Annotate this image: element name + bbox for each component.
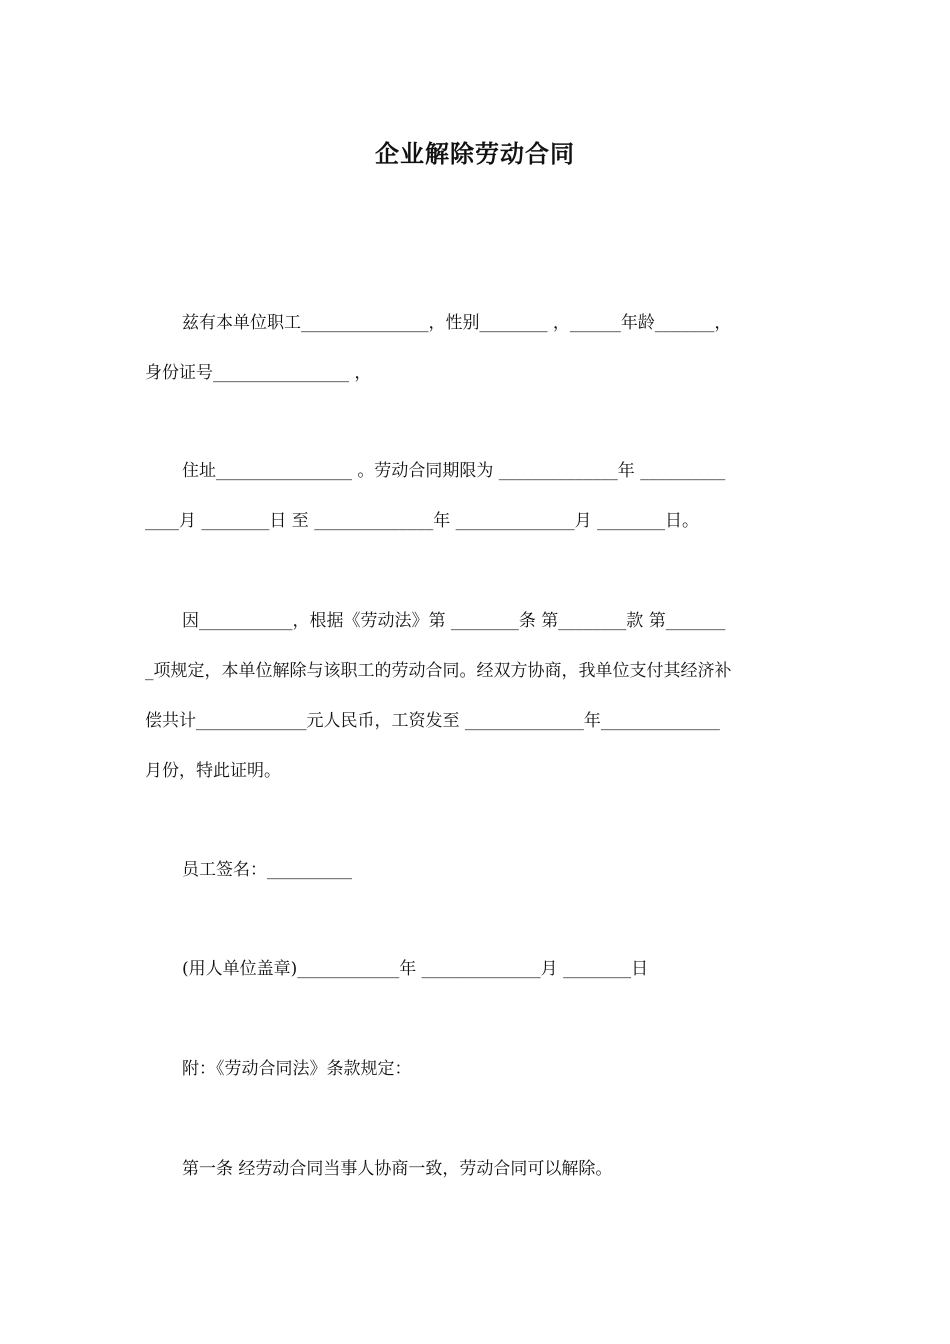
reason-fields-text: ___________，根据《劳动法》第 ________条 第________款 第_______ (199, 611, 726, 631)
paragraph-reason-line4: 月份，特此证明。 (145, 761, 281, 781)
paragraph-term-line1 (182, 459, 810, 483)
paragraph-employee-line1 (182, 311, 810, 335)
paragraph-reason-line2: _项规定，本单位解除与该职工的劳动合同。经双方协商，我单位支付其经济补 (145, 661, 732, 681)
document-title: 企业解除劳动合同 (375, 140, 575, 168)
paragraph-reason-line3: 偿共计_____________元人民币，工资发至 ______________年______________ (145, 711, 720, 731)
term-fields-text: ________________ 。劳动合同期限为 ______________年 __________ (216, 461, 726, 481)
address-label: 住址 (182, 461, 216, 481)
appendix-heading: 附：《劳动合同法》条款规定： (182, 1059, 412, 1079)
article-1-text: 第一条 经劳动合同当事人协商一致，劳动合同可以解除。 (182, 1159, 613, 1179)
paragraph-reason-line1 (182, 609, 810, 633)
employee-fields-text: _______________，性别________ ，______年龄_______， (301, 313, 732, 333)
paragraph-employee-line2: 身份证号________________ ， (145, 363, 372, 383)
paragraph-term-line2: ____月 ________日 至 ______________年 ______________月 ________日。 (145, 511, 700, 531)
reason-label: 因 (182, 611, 199, 631)
employee-signature-line: 员工签名：__________ (182, 860, 352, 880)
company-seal-date-line: (用人单位盖章)____________年 ______________月 ________日 (182, 959, 649, 979)
employee-intro-text: 兹有本单位职工 (182, 313, 301, 333)
